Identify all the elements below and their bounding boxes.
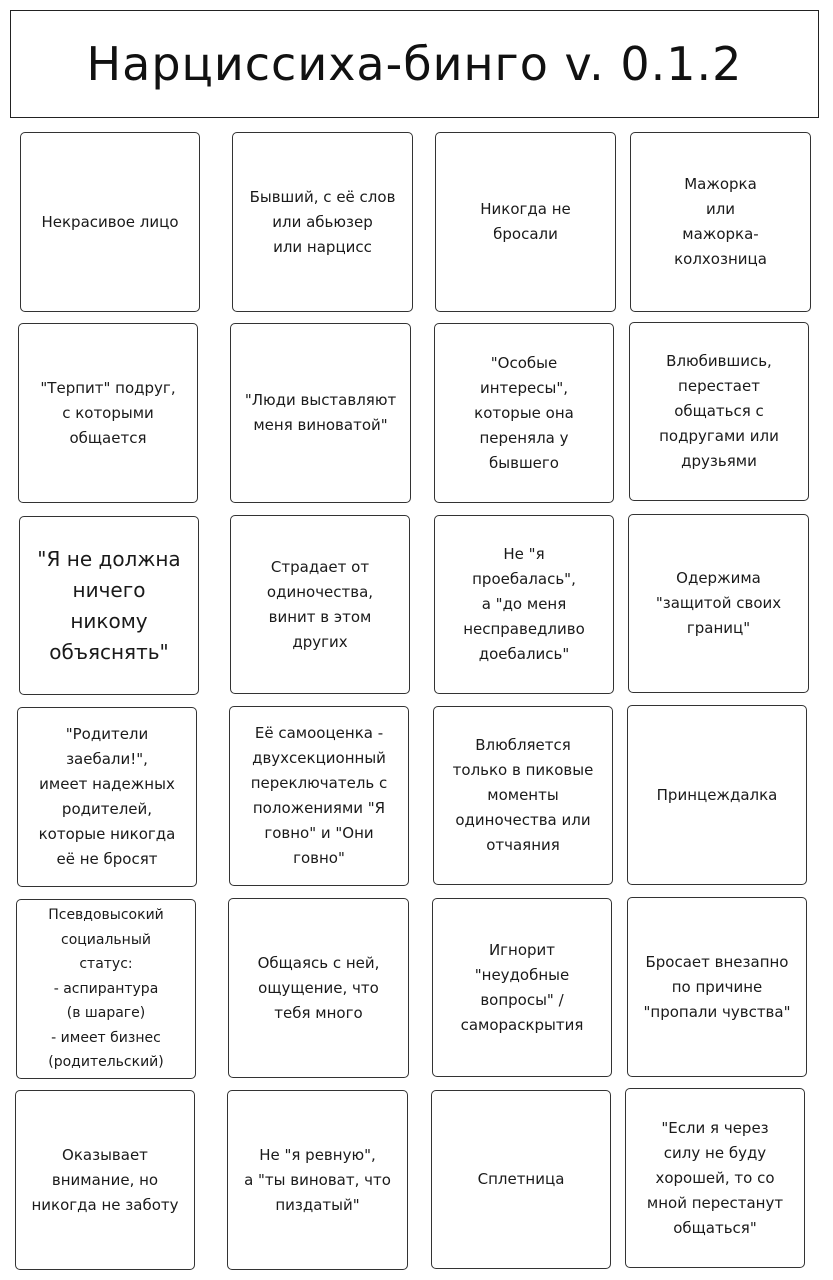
bingo-cell-text: "Если я через силу не буду хорошей, то со мной перестанут общаться" [646, 1118, 784, 1237]
bingo-cell[interactable] [630, 132, 811, 312]
bingo-cell[interactable] [227, 1090, 408, 1270]
bingo-cell[interactable] [627, 897, 807, 1077]
bingo-cell[interactable] [16, 899, 196, 1079]
bingo-cell-text: "Родители заебали!", имеет надежных родителей, которые никогда её не бросят [38, 725, 176, 868]
bingo-cell[interactable] [230, 323, 411, 503]
bingo-cell-text: Игнорит "неудобные вопросы" / самораскрытия [460, 940, 584, 1034]
bingo-cell-text: "Терпит" подруг, с которыми общается [40, 378, 176, 447]
bingo-cell[interactable] [19, 516, 199, 695]
bingo-cell-text: Влюбляется только в пиковые моменты одиночества или отчаяния [452, 736, 594, 854]
bingo-cell[interactable] [435, 132, 616, 312]
bingo-cell[interactable] [625, 1088, 805, 1268]
bingo-cell-text: Никогда не бросали [480, 200, 571, 243]
bingo-cell-text: Оказывает внимание, но никогда не заботу [31, 1145, 179, 1214]
bingo-cell[interactable] [228, 898, 409, 1078]
bingo-cell-text: "Люди выставляют меня виноватой" [244, 391, 397, 434]
bingo-cell[interactable] [230, 515, 410, 694]
bingo-cell[interactable] [628, 514, 809, 693]
bingo-cell[interactable] [15, 1090, 195, 1270]
bingo-cell-text: "Особые интересы", которые она переняла у бывшего [474, 353, 574, 472]
bingo-cell-text: Некрасивое лицо [41, 212, 179, 231]
bingo-cell-text: Влюбившись, перестает общаться с подругами или друзьями [659, 352, 779, 470]
title-banner [10, 10, 819, 118]
bingo-cell-text: Её самооценка - двухсекционный переключатель с положениями "Я говно" и "Они говно" [250, 724, 388, 867]
bingo-cell-text: Общаясь с ней, ощущение, что тебя много [257, 953, 380, 1022]
bingo-cell-text: Сплетница [477, 1170, 565, 1188]
bingo-cell[interactable] [432, 898, 612, 1077]
bingo-cell-text: Псевдовысокий социальный статус: - аспирантура (в шараге) - имеет бизнес (родительский) [48, 907, 164, 1071]
bingo-cell-text: Не "я ревную", а "ты виноват, что пиздатый" [244, 1145, 391, 1214]
bingo-cell[interactable] [20, 132, 200, 312]
bingo-cell[interactable] [229, 706, 409, 886]
bingo-cell-text: Страдает от одиночества, винит в этом других [266, 557, 374, 651]
bingo-cell-text: Бывший, с её слов или абьюзер или нарцисс [249, 187, 396, 256]
bingo-cell-text: "Я не должна ничего никому объяснять" [37, 546, 181, 664]
bingo-cell[interactable] [434, 515, 614, 694]
bingo-cell[interactable] [629, 322, 809, 501]
bingo-cell-text: Одержима "защитой своих границ" [655, 569, 782, 637]
bingo-cell[interactable] [433, 706, 613, 885]
bingo-cell-text: Не "я проебалась", а "до меня несправедливо доебались" [463, 545, 585, 663]
bingo-cell[interactable] [18, 323, 198, 503]
bingo-cell[interactable] [17, 707, 197, 887]
bingo-cell-text: Бросает внезапно по причине "пропали чувства" [643, 952, 791, 1021]
bingo-cell[interactable] [232, 132, 413, 312]
bingo-cell-text: Принцеждалка [656, 785, 778, 804]
page-title: Нарциссиха-бинго v. 0.1.2 [86, 37, 743, 91]
bingo-cell[interactable] [627, 705, 807, 885]
bingo-cell[interactable] [431, 1090, 611, 1269]
bingo-cell[interactable] [434, 323, 614, 503]
bingo-cell-text: Мажорка или мажорка- колхозница [674, 175, 767, 268]
